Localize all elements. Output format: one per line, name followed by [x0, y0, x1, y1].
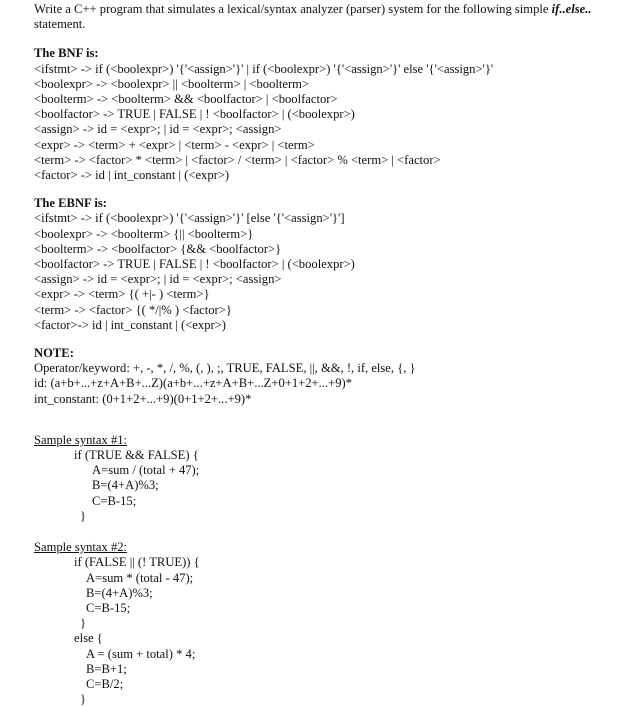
code-statement: B=(4+A)%3; — [86, 585, 153, 600]
sample-1-title: Sample syntax #1: — [34, 432, 128, 447]
code-statement: C=B/2; — [86, 676, 124, 691]
note-section — [34, 346, 634, 407]
sample-2-title: Sample syntax #2: — [34, 540, 128, 555]
code-close-brace: } — [80, 508, 87, 523]
note-title: NOTE: — [34, 346, 74, 361]
intro-keyword: if..else.. — [551, 2, 592, 16]
intro-suffix: statement. — [34, 17, 86, 32]
ebnf-line: <boolterm> -> <boolfactor> {&& <boolfactor>} — [34, 241, 282, 256]
note-line: id: (a+b+...+z+A+B+...Z)(a+b+...+z+A+B+...Z+0+1+2+...+9)* — [34, 376, 352, 391]
code-close-brace: } — [80, 616, 87, 631]
bnf-section — [34, 46, 634, 183]
bnf-line: <assign> -> id = <expr>; | id = <expr>; <assign> — [34, 122, 282, 137]
ebnf-line: <ifstmt> -> if (<boolexpr>) '{'<assign>'}' [else '{'<assign>'}'] — [34, 211, 345, 226]
code-statement: A = (sum + total) * 4; — [86, 646, 196, 661]
bnf-line: <expr> -> <term> + <expr> | <term> - <expr> | <term> — [34, 137, 315, 152]
code-statement: C=B-15; — [86, 600, 131, 615]
code-close-brace: } — [80, 692, 87, 707]
bnf-line: <term> -> <factor> * <term> | <factor> / <term> | <factor> % <term> | <factor> — [34, 152, 441, 167]
ebnf-line: <boolfactor> -> TRUE | FALSE | ! <boolfactor> | (<boolexpr>) — [34, 257, 355, 272]
ebnf-line: <expr> -> <term> {( +|- ) <term>} — [34, 287, 210, 302]
bnf-line: <boolexpr> -> <boolexpr> || <boolterm> | <boolterm> — [34, 76, 310, 91]
ebnf-line: <boolexpr> -> <boolterm> {|| <boolterm>} — [34, 226, 254, 241]
code-statement: A=sum * (total - 47); — [86, 570, 194, 585]
code-else-line: else { — [74, 631, 103, 646]
ebnf-line: <factor>-> id | int_constant | (<expr>) — [34, 317, 226, 332]
code-if-line: if (FALSE || (! TRUE)) { — [74, 555, 200, 570]
code-statement: B=B+1; — [86, 661, 127, 676]
intro-prefix: Write a C++ program that simulates a lexical/syntax analyzer (parser) system for the following simple — [34, 2, 549, 16]
ebnf-section — [34, 196, 634, 333]
ebnf-line: <assign> -> id = <expr>; | id = <expr>; <assign> — [34, 272, 282, 287]
note-line: Operator/keyword: +, -, *, /, %, (, ), ;, TRUE, FALSE, ||, &&, !, if, else, {, } — [34, 361, 416, 376]
bnf-line: <boolterm> -> <boolterm> && <boolfactor> | <boolfactor> — [34, 92, 338, 107]
ebnf-line: <term> -> <factor> {( */|% ) <factor>} — [34, 302, 232, 317]
code-if-line: if (TRUE && FALSE) { — [74, 448, 199, 463]
code-statement: A=sum / (total + 47); — [92, 463, 200, 478]
bnf-line: <factor> -> id | int_constant | (<expr>) — [34, 168, 230, 183]
sample-syntax-2 — [34, 540, 634, 707]
code-statement: C=B-15; — [92, 493, 137, 508]
sample-syntax-1 — [34, 433, 634, 524]
code-statement: B=(4+A)%3; — [92, 478, 159, 493]
bnf-line: <boolfactor> -> TRUE | FALSE | ! <boolfactor> | (<boolexpr>) — [34, 107, 355, 122]
intro-paragraph — [34, 2, 594, 32]
bnf-line: <ifstmt> -> if (<boolexpr>) '{'<assign>'}' | if (<boolexpr>) '{'<assign>'}' else '{'<assign>'}' — [34, 61, 494, 76]
ebnf-title: The EBNF is: — [34, 196, 108, 211]
bnf-title: The BNF is: — [34, 46, 99, 61]
note-line: int_constant: (0+1+2+...+9)(0+1+2+...+9)* — [34, 391, 252, 406]
